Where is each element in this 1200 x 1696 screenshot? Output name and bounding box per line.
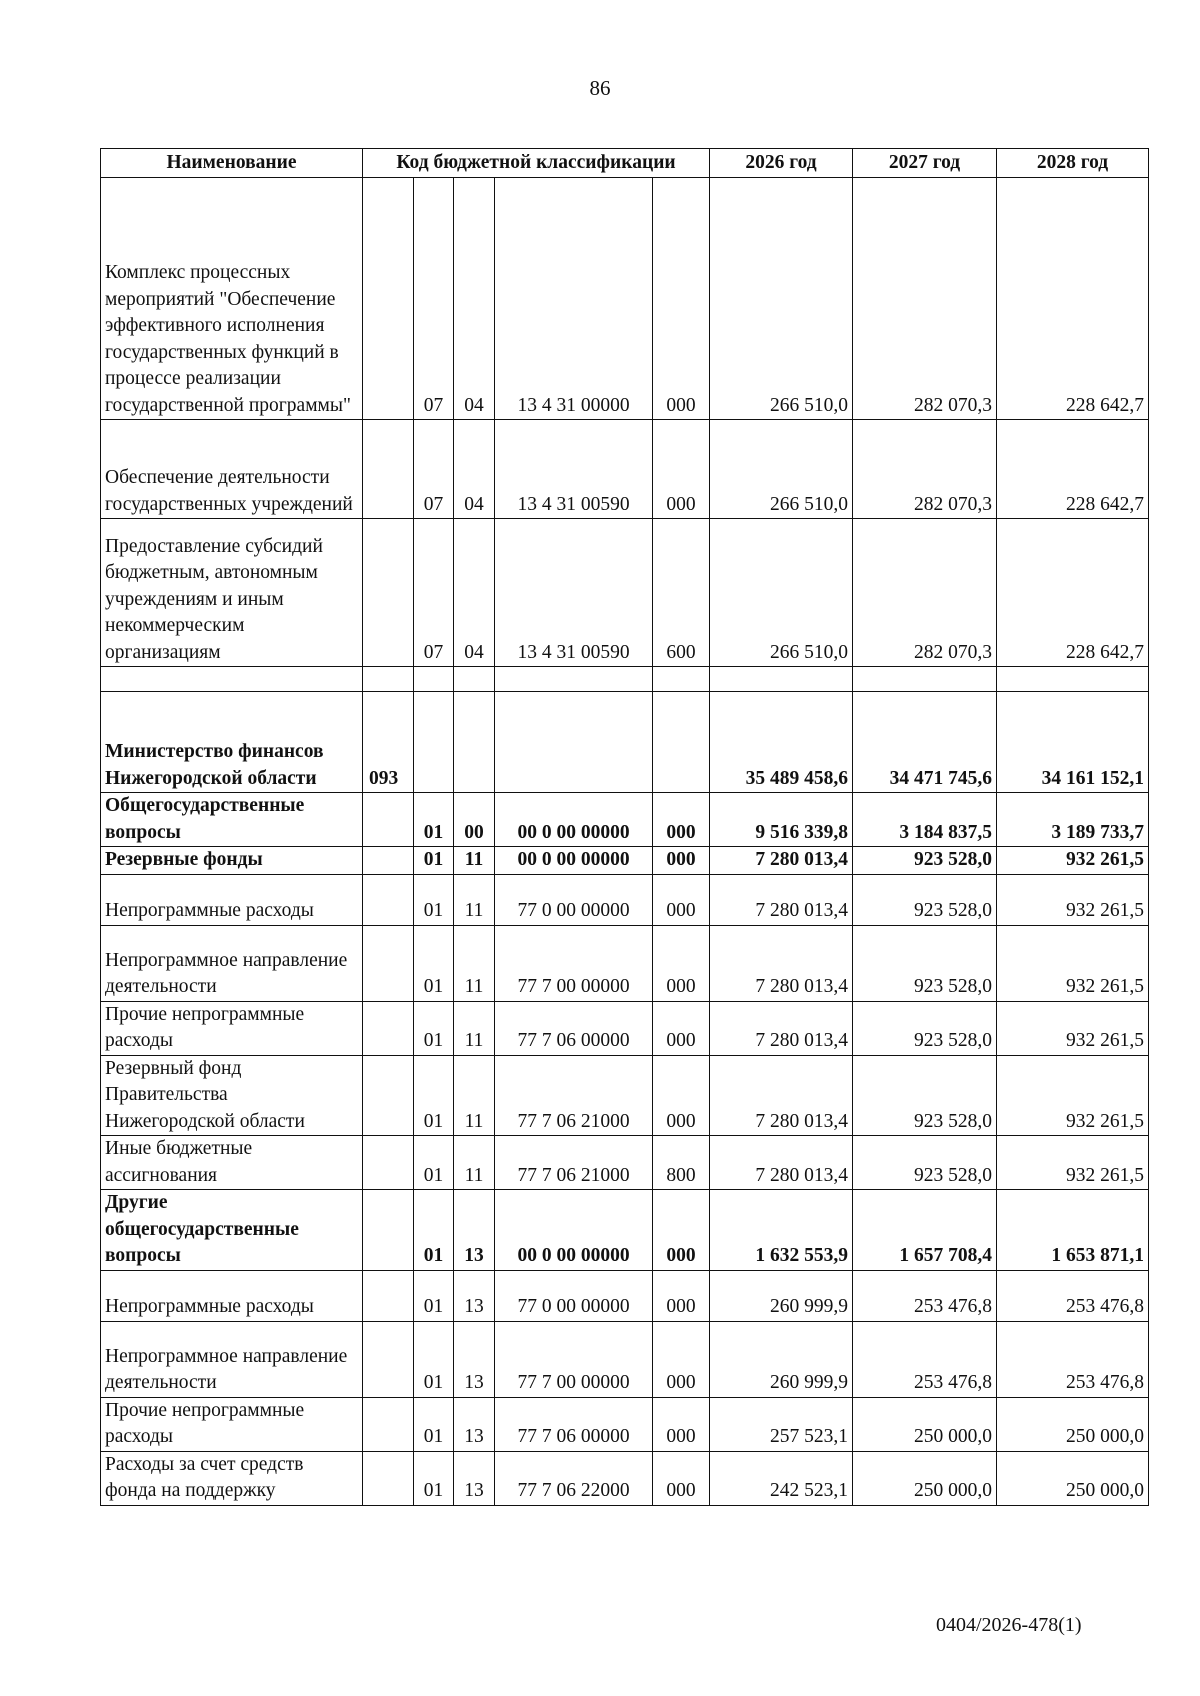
row-ved [363, 1451, 414, 1505]
row-2026: 266 510,0 [710, 178, 853, 420]
row-name: Прочие непрограммные расходы [101, 1397, 363, 1451]
row-2028: 932 261,5 [997, 874, 1149, 925]
row-pr: 11 [454, 874, 495, 925]
row-csr: 00 0 00 00000 [495, 793, 653, 847]
row-2026: 242 523,1 [710, 1451, 853, 1505]
row-2026: 260 999,9 [710, 1270, 853, 1321]
row-csr: 00 0 00 00000 [495, 1190, 653, 1271]
row-vr: 800 [653, 1136, 710, 1190]
row-2028: 228 642,7 [997, 519, 1149, 667]
row-csr: 13 4 31 00000 [495, 178, 653, 420]
header-code: Код бюджетной классификации [363, 149, 710, 178]
row-name: Резервные фонды [101, 847, 363, 875]
row-csr: 77 7 06 00000 [495, 1397, 653, 1451]
row-csr: 00 0 00 00000 [495, 847, 653, 875]
row-rz: 01 [414, 1190, 454, 1271]
row-ved [363, 178, 414, 420]
row-2027: 3 184 837,5 [853, 793, 997, 847]
row-rz: 01 [414, 1451, 454, 1505]
row-name: Непрограммное направление деятельности [101, 1321, 363, 1397]
row-pr: 04 [454, 519, 495, 667]
row-2028: 932 261,5 [997, 925, 1149, 1001]
row-rz: 07 [414, 519, 454, 667]
table-row [101, 1451, 1149, 1505]
row-pr: 11 [454, 925, 495, 1001]
row-name: Расходы за счет средств фонда на поддержку [101, 1451, 363, 1505]
header-2026: 2026 год [710, 149, 853, 178]
table-row [101, 178, 1149, 420]
row-pr: 11 [454, 1055, 495, 1136]
row-2028: 3 189 733,7 [997, 793, 1149, 847]
row-csr: 77 7 06 21000 [495, 1055, 653, 1136]
spacer-row [101, 667, 1149, 692]
row-2027: 923 528,0 [853, 1055, 997, 1136]
row-ved [363, 1055, 414, 1136]
row-csr: 13 4 31 00590 [495, 420, 653, 519]
row-vr: 000 [653, 1270, 710, 1321]
row-rz: 07 [414, 420, 454, 519]
row-2026: 1 632 553,9 [710, 1190, 853, 1271]
row-pr: 04 [454, 178, 495, 420]
row-rz: 01 [414, 847, 454, 875]
row-ved [363, 1321, 414, 1397]
row-ved [363, 519, 414, 667]
row-ved [363, 420, 414, 519]
table-row [101, 420, 1149, 519]
row-vr: 000 [653, 1190, 710, 1271]
row-name: Обеспечение деятельности государственных учреждений [101, 420, 363, 519]
row-2027: 923 528,0 [853, 1001, 997, 1055]
row-name: Министерство финансов Нижегородской области [101, 692, 363, 793]
row-2027: 253 476,8 [853, 1321, 997, 1397]
page-number: 86 [589, 76, 611, 100]
row-pr: 11 [454, 1001, 495, 1055]
row-vr: 000 [653, 420, 710, 519]
row-csr: 77 7 06 00000 [495, 1001, 653, 1055]
table-row [101, 692, 1149, 793]
row-csr: 77 0 00 00000 [495, 874, 653, 925]
row-pr: 13 [454, 1451, 495, 1505]
row-pr: 04 [454, 420, 495, 519]
row-ved [363, 847, 414, 875]
table-row [101, 1321, 1149, 1397]
row-name: Другие общегосударственные вопросы [101, 1190, 363, 1271]
row-rz: 01 [414, 1321, 454, 1397]
row-csr: 13 4 31 00590 [495, 519, 653, 667]
row-ved [363, 1397, 414, 1451]
row-rz: 01 [414, 793, 454, 847]
row-vr: 000 [653, 1451, 710, 1505]
row-csr [495, 692, 653, 793]
row-name: Непрограммные расходы [101, 874, 363, 925]
row-ved: 093 [363, 692, 414, 793]
row-2027: 923 528,0 [853, 874, 997, 925]
row-2028: 932 261,5 [997, 1001, 1149, 1055]
row-pr: 00 [454, 793, 495, 847]
header-name: Наименование [101, 149, 363, 178]
header-row [101, 149, 1149, 178]
row-2028: 250 000,0 [997, 1397, 1149, 1451]
row-2027: 34 471 745,6 [853, 692, 997, 793]
table-row [101, 793, 1149, 847]
row-ved [363, 925, 414, 1001]
header-2028: 2028 год [997, 149, 1149, 178]
row-2027: 923 528,0 [853, 847, 997, 875]
row-name: Общегосударственные вопросы [101, 793, 363, 847]
row-2026: 7 280 013,4 [710, 1001, 853, 1055]
row-ved [363, 1190, 414, 1271]
row-2027: 253 476,8 [853, 1270, 997, 1321]
row-rz: 01 [414, 1055, 454, 1136]
row-pr: 13 [454, 1321, 495, 1397]
row-name: Предоставление субсидий бюджетным, автономным учреждениям и иным некоммерческим организациям [101, 519, 363, 667]
row-rz: 01 [414, 1397, 454, 1451]
row-ved [363, 1001, 414, 1055]
row-vr: 000 [653, 793, 710, 847]
row-rz: 01 [414, 874, 454, 925]
table-row [101, 1001, 1149, 1055]
row-vr: 000 [653, 1055, 710, 1136]
row-vr: 000 [653, 847, 710, 875]
row-2027: 250 000,0 [853, 1397, 997, 1451]
row-name: Иные бюджетные ассигнования [101, 1136, 363, 1190]
row-2026: 257 523,1 [710, 1397, 853, 1451]
row-2027: 923 528,0 [853, 925, 997, 1001]
row-ved [363, 874, 414, 925]
row-ved [363, 1270, 414, 1321]
row-2028: 34 161 152,1 [997, 692, 1149, 793]
row-2028: 932 261,5 [997, 1055, 1149, 1136]
row-2028: 253 476,8 [997, 1270, 1149, 1321]
row-2028: 228 642,7 [997, 420, 1149, 519]
table-row [101, 519, 1149, 667]
row-csr: 77 7 06 22000 [495, 1451, 653, 1505]
row-vr: 000 [653, 874, 710, 925]
row-2027: 250 000,0 [853, 1451, 997, 1505]
row-2026: 266 510,0 [710, 420, 853, 519]
row-vr: 600 [653, 519, 710, 667]
row-pr: 11 [454, 1136, 495, 1190]
budget-table [100, 148, 1149, 1506]
row-2027: 923 528,0 [853, 1136, 997, 1190]
row-csr: 77 7 00 00000 [495, 925, 653, 1001]
row-2027: 282 070,3 [853, 519, 997, 667]
row-2026: 7 280 013,4 [710, 1055, 853, 1136]
row-2028: 228 642,7 [997, 178, 1149, 420]
header-2027: 2027 год [853, 149, 997, 178]
row-2027: 1 657 708,4 [853, 1190, 997, 1271]
table-row [101, 874, 1149, 925]
row-vr: 000 [653, 925, 710, 1001]
row-pr [454, 692, 495, 793]
row-csr: 77 7 06 21000 [495, 1136, 653, 1190]
row-2026: 260 999,9 [710, 1321, 853, 1397]
row-2026: 7 280 013,4 [710, 847, 853, 875]
row-vr: 000 [653, 1001, 710, 1055]
row-2026: 7 280 013,4 [710, 925, 853, 1001]
row-2028: 250 000,0 [997, 1451, 1149, 1505]
row-rz: 07 [414, 178, 454, 420]
row-ved [363, 793, 414, 847]
row-name: Комплекс процессных мероприятий "Обеспечение эффективного исполнения государственных функций в процессе реализации государственной программы" [101, 178, 363, 420]
table-row [101, 1055, 1149, 1136]
row-2028: 932 261,5 [997, 847, 1149, 875]
row-2026: 9 516 339,8 [710, 793, 853, 847]
document-code: 0404/2026-478(1) [936, 1614, 1082, 1636]
row-pr: 13 [454, 1190, 495, 1271]
table-row [101, 1270, 1149, 1321]
row-name: Прочие непрограммные расходы [101, 1001, 363, 1055]
row-pr: 13 [454, 1397, 495, 1451]
table-row [101, 1136, 1149, 1190]
row-vr [653, 692, 710, 793]
table-row [101, 1190, 1149, 1271]
row-2027: 282 070,3 [853, 178, 997, 420]
row-2028: 253 476,8 [997, 1321, 1149, 1397]
row-csr: 77 7 00 00000 [495, 1321, 653, 1397]
row-rz: 01 [414, 1001, 454, 1055]
row-name: Непрограммное направление деятельности [101, 925, 363, 1001]
row-2026: 266 510,0 [710, 519, 853, 667]
table-row [101, 847, 1149, 875]
row-vr: 000 [653, 1321, 710, 1397]
row-name: Непрограммные расходы [101, 1270, 363, 1321]
row-2027: 282 070,3 [853, 420, 997, 519]
row-vr: 000 [653, 1397, 710, 1451]
row-pr: 13 [454, 1270, 495, 1321]
table-row [101, 1397, 1149, 1451]
row-2026: 35 489 458,6 [710, 692, 853, 793]
row-rz: 01 [414, 1136, 454, 1190]
row-rz: 01 [414, 1270, 454, 1321]
table-row [101, 925, 1149, 1001]
row-2026: 7 280 013,4 [710, 874, 853, 925]
row-csr: 77 0 00 00000 [495, 1270, 653, 1321]
row-2028: 1 653 871,1 [997, 1190, 1149, 1271]
row-ved [363, 1136, 414, 1190]
row-2028: 932 261,5 [997, 1136, 1149, 1190]
row-rz [414, 692, 454, 793]
row-rz: 01 [414, 925, 454, 1001]
row-name: Резервный фонд Правительства Нижегородской области [101, 1055, 363, 1136]
row-vr: 000 [653, 178, 710, 420]
row-2026: 7 280 013,4 [710, 1136, 853, 1190]
row-pr: 11 [454, 847, 495, 875]
